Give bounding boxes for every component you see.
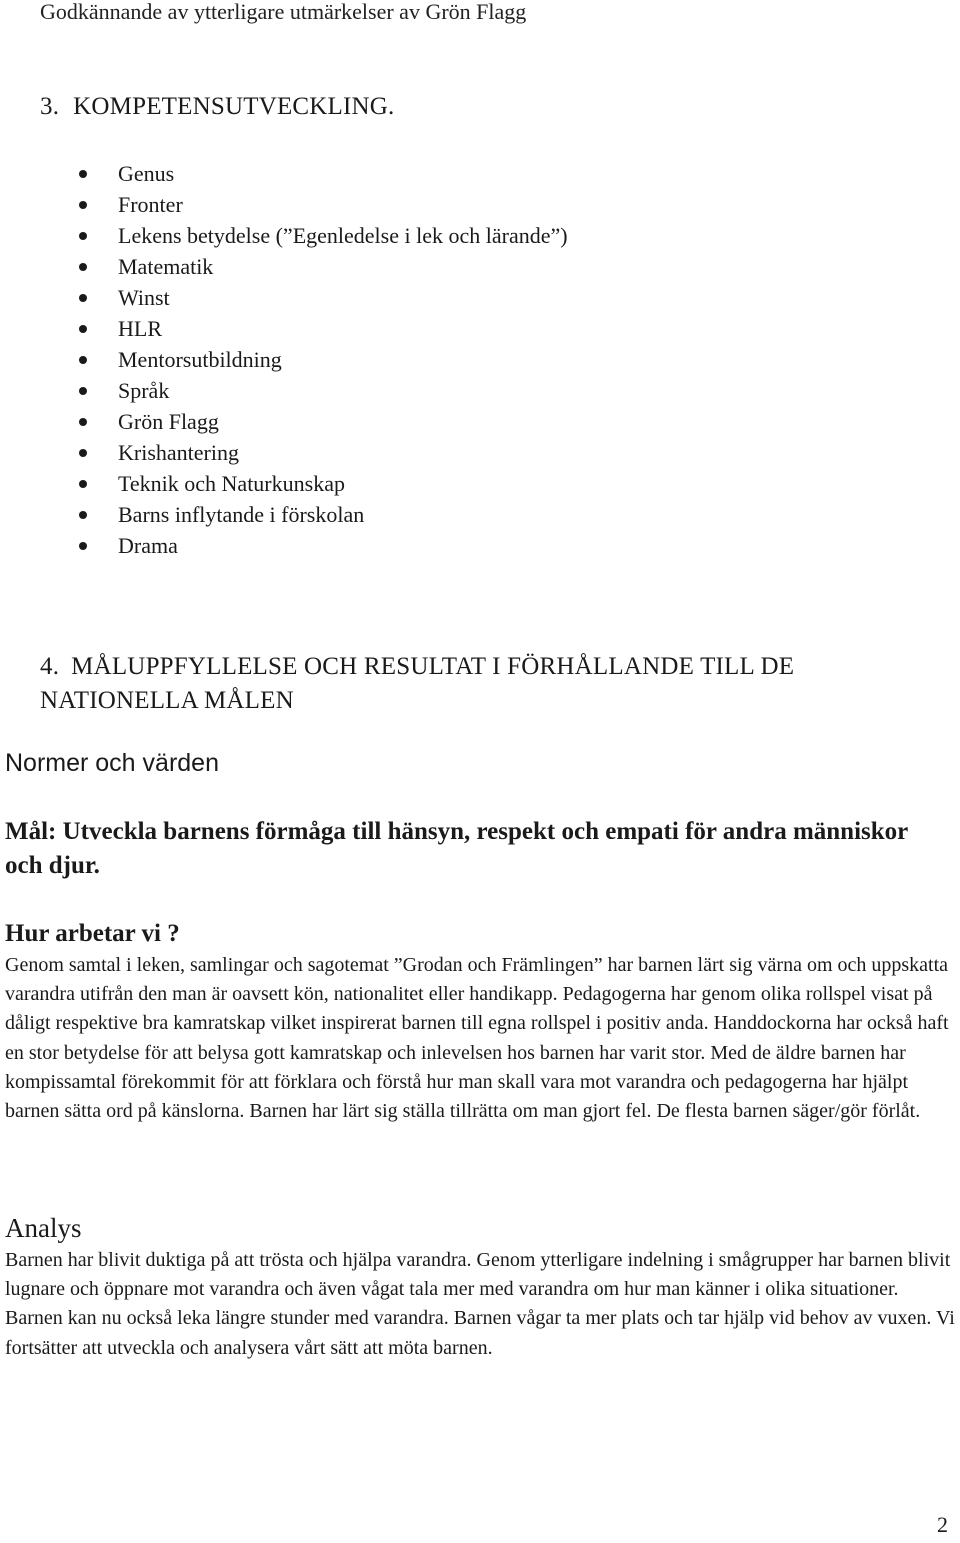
bullet-icon bbox=[79, 325, 87, 333]
list-item: Fronter bbox=[70, 189, 568, 220]
section-4-heading bbox=[40, 650, 950, 718]
list-item: Barns inflytande i förskolan bbox=[70, 499, 568, 530]
how-we-work-heading: Hur arbetar vi ? bbox=[5, 920, 180, 947]
bullet-icon bbox=[79, 542, 87, 550]
bullet-icon bbox=[79, 511, 87, 519]
list-item: Krishantering bbox=[70, 437, 568, 468]
competence-topic-list bbox=[70, 158, 568, 561]
list-item: Matematik bbox=[70, 251, 568, 282]
list-item: Winst bbox=[70, 282, 568, 313]
bullet-icon bbox=[79, 418, 87, 426]
goal-statement: Mål: Utveckla barnens förmåga till hänsyn, respekt och empati för andra människor och djur. bbox=[5, 818, 908, 879]
bullet-icon bbox=[79, 356, 87, 364]
bullet-icon bbox=[79, 170, 87, 178]
section-3-title: KOMPETENSUTVECKLING. bbox=[73, 93, 395, 120]
analysis-heading: Analys bbox=[5, 1213, 82, 1243]
list-item: Mentorsutbildning bbox=[70, 344, 568, 375]
section-3-heading bbox=[40, 92, 395, 122]
bullet-icon bbox=[79, 263, 87, 271]
list-item: HLR bbox=[70, 313, 568, 344]
running-header: Godkännande av ytterligare utmärkelser av Grön Flagg bbox=[40, 0, 527, 24]
bullet-icon bbox=[79, 449, 87, 457]
list-item: Lekens betydelse (”Egenledelse i lek och lärande”) bbox=[70, 220, 568, 251]
analysis-paragraph: Barnen har blivit duktiga på att trösta och hjälpa varandra. Genom ytterligare indelning i smågrupper har barnen blivit lugnare och öppnare mot varandra och även vågat tala mer med varandra om hur man känner i olika situationer. Barnen kan nu också leka längre stunder med varandra. Barnen vågar ta mer plats och tar hjälp vid behov av vuxen. Vi fortsätter att utveckla och analysera vårt sätt att möta barnen. bbox=[5, 1249, 955, 1359]
list-item: Teknik och Naturkunskap bbox=[70, 468, 568, 499]
subheading-norms-values: Normer och värden bbox=[5, 749, 219, 777]
section-4-number: 4. bbox=[40, 653, 60, 680]
bullet-icon bbox=[79, 480, 87, 488]
bullet-icon bbox=[79, 387, 87, 395]
section-3-number: 3. bbox=[40, 93, 60, 120]
bullet-icon bbox=[79, 201, 87, 209]
section-4-title: MÅLUPPFYLLELSE OCH RESULTAT I FÖRHÅLLANDE TILL DE NATIONELLA MÅLEN bbox=[40, 653, 795, 714]
list-item: Drama bbox=[70, 530, 568, 561]
list-item: Genus bbox=[70, 158, 568, 189]
how-we-work-paragraph: Genom samtal i leken, samlingar och sagotemat ”Grodan och Främlingen” har barnen lärt sig värna om och uppskatta varandra utifrån den man är oavsett kön, nationalitet eller handikapp. Pedagogerna har genom olika rollspel visat på dåligt respektive bra kamratskap vilket inspirerat barnen till egna rollspel i positiv anda. Handdockorna har också haft en stor betydelse för att belysa gott kamratskap och inlevelsen hos barnen har varit stor. Med de äldre barnen har kompissamtal förekommit för att förklara och förstå hur man skall vara mot varandra och pedagogerna har hjälpt barnen sätta ord på känslorna. Barnen har lärt sig ställa tillrätta om man gjort fel. De flesta barnen säger/gör förlåt. bbox=[5, 954, 949, 1123]
list-item: Språk bbox=[70, 375, 568, 406]
list-item: Grön Flagg bbox=[70, 406, 568, 437]
bullet-icon bbox=[79, 232, 87, 240]
bullet-icon bbox=[79, 294, 87, 302]
page-number: 2 bbox=[937, 1512, 948, 1537]
